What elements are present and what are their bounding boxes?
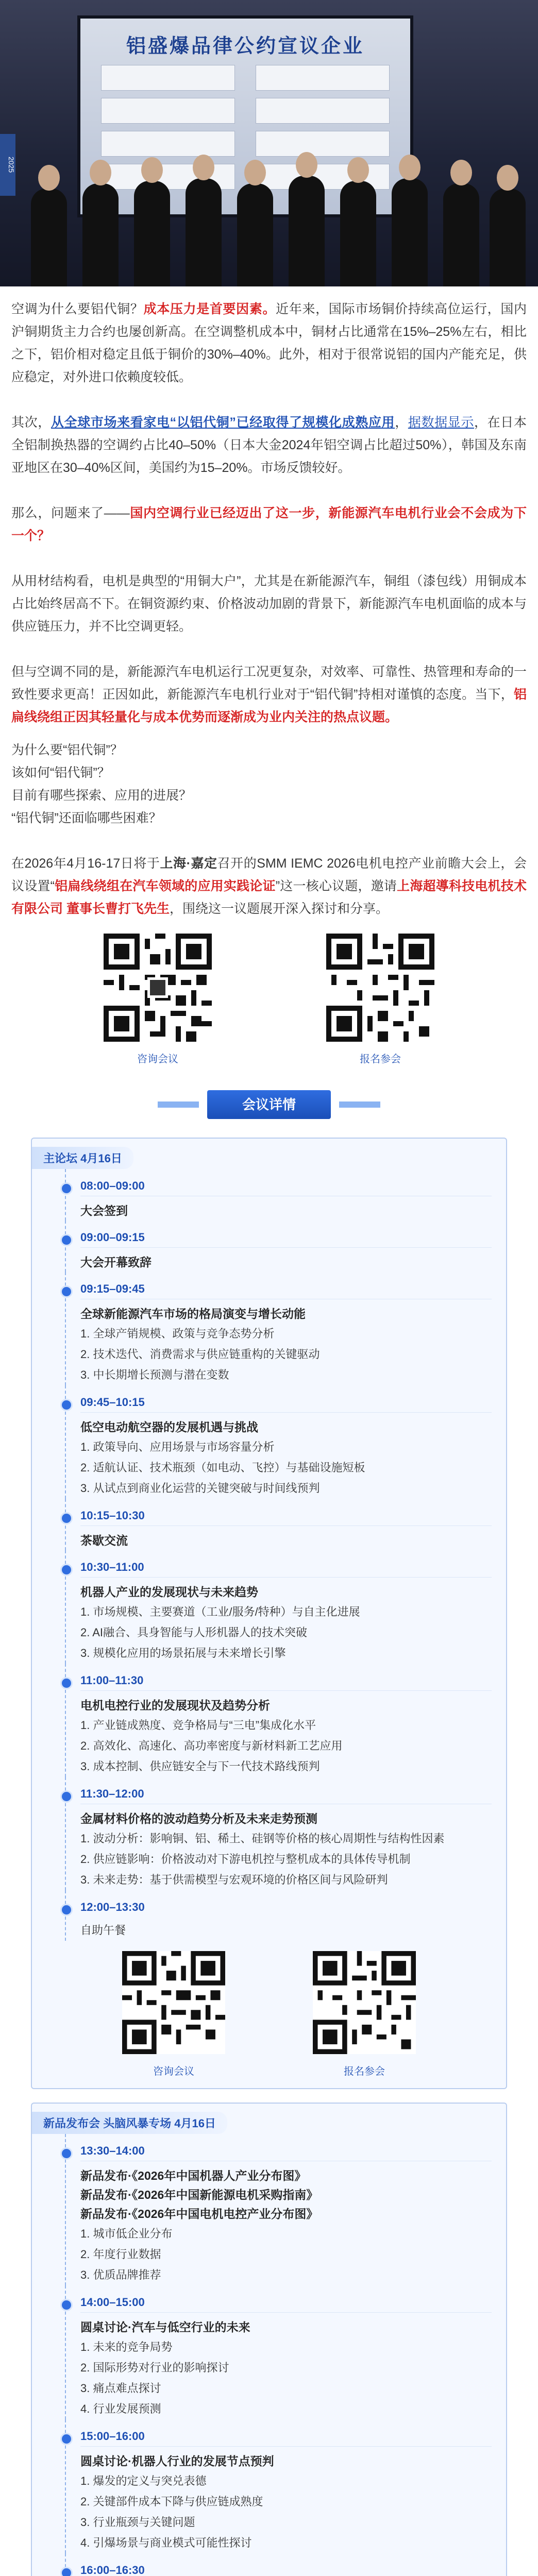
intro-paragraph-6 bbox=[0, 852, 538, 920]
slot-item: 3. 优质品牌推荐 bbox=[80, 2268, 161, 2281]
text-run: ， bbox=[395, 415, 408, 430]
slot-item: 3. 中长期增长预测与潜在变数 bbox=[80, 1368, 229, 1381]
slot-time: 09:15–09:45 bbox=[80, 1272, 492, 1299]
slot-note: 自助午餐 bbox=[80, 1924, 126, 1937]
slot-time: 13:30–14:00 bbox=[80, 2134, 492, 2161]
agenda-slot bbox=[65, 1550, 492, 1664]
question-item: 目前有哪些探索、应用的进展？ bbox=[11, 788, 192, 803]
people-on-stage bbox=[0, 152, 538, 286]
intro-paragraph-1 bbox=[0, 298, 538, 388]
agenda-slot bbox=[65, 1221, 492, 1272]
slot-item: 2. 国际形势对行业的影响探讨 bbox=[80, 2361, 229, 2374]
slot-item: 1. 产业链成熟度、竞争格局与“三电”集成化水平 bbox=[80, 1719, 316, 1732]
question-list bbox=[0, 739, 538, 829]
slot-time: 16:00–16:30 bbox=[80, 2553, 492, 2576]
slot-item: 2. 技术迭代、消费需求与供应链重构的关键驱动 bbox=[80, 1348, 320, 1361]
session-tag: 新品发布会 头脑风暴专场 4月16日 bbox=[32, 2112, 227, 2134]
qr-code-icon bbox=[313, 1951, 416, 2054]
person-figure bbox=[490, 189, 526, 286]
slot-title: 圆桌讨论·汽车与低空行业的未来 bbox=[80, 2312, 492, 2337]
link-text[interactable]: 据数据显示 bbox=[408, 415, 475, 430]
slot-item: 3. 成本控制、供应链安全与下一代技术路线预判 bbox=[80, 1760, 320, 1773]
slot-time: 15:00–16:00 bbox=[80, 2419, 492, 2446]
text-run: ”这一核心议题，邀请 bbox=[275, 879, 397, 893]
slot-title: 新品发布·《2026年中国机器人产业分布图》 bbox=[80, 2161, 492, 2185]
slot-item: 3. 从试点到商业化运营的关键突破与时间线预判 bbox=[80, 1482, 320, 1495]
agenda-slot bbox=[65, 2134, 492, 2285]
qr-code-icon bbox=[122, 1951, 225, 2054]
highlight-text: 从全球市场来看家电“以铝代铜”已经取得了规模化成熟应用 bbox=[51, 415, 395, 430]
side-badge: 2025 bbox=[0, 134, 15, 196]
person-figure bbox=[443, 183, 479, 286]
sub-forum-agenda bbox=[31, 2103, 507, 2576]
slot-item: 1. 未来的竞争局势 bbox=[80, 2341, 173, 2353]
slot-time: 09:00–09:15 bbox=[80, 1221, 492, 1247]
slot-time: 14:00–15:00 bbox=[80, 2285, 492, 2312]
slot-item: 1. 爆发的定义与突兑表德 bbox=[80, 2475, 207, 2487]
person-figure bbox=[289, 176, 325, 286]
slot-item: 2. 适航认证、技术瓶颈（如电动、飞控）与基础设施短板 bbox=[80, 1461, 365, 1474]
logo-box bbox=[256, 98, 390, 124]
agenda-slot bbox=[65, 1385, 492, 1499]
text-run: 在2026年4月16-17日将于 bbox=[11, 856, 160, 871]
slot-title: 大会开幕致辞 bbox=[80, 1247, 492, 1272]
logo-box bbox=[101, 98, 235, 124]
text-run: 近年来，国际市场铜价持续高位运行，国内沪铜期货主力合约也屡创新高。在空调整机成本中，铜材占比通常在15%–25%左右，相比之下，铝价相对稳定且低于铜价的30%–40%。此外，相对于很常说铝的国内产能充足，供应稳定，对外进口依赖度较低。 bbox=[11, 302, 527, 384]
slot-item: 2. AI融合、具身智能与人形机器人的技术突破 bbox=[80, 1626, 308, 1639]
qr-code-row bbox=[0, 934, 538, 1065]
slot-title: 新品发布·《2026年中国新能源电机采购指南》 bbox=[80, 2188, 318, 2201]
signup-qr[interactable] bbox=[313, 1951, 416, 2078]
slot-title: 电机电控行业的发展现状及趋势分析 bbox=[80, 1690, 492, 1715]
agenda-slot bbox=[65, 2553, 492, 2576]
logo-box bbox=[101, 65, 235, 91]
person-figure bbox=[82, 183, 119, 286]
agenda-slot bbox=[65, 2285, 492, 2419]
person-figure bbox=[134, 181, 170, 286]
logo-box bbox=[256, 65, 390, 91]
session-tag: 主论坛 4月16日 bbox=[32, 1147, 133, 1169]
slot-item: 3. 痛点难点探讨 bbox=[80, 2382, 161, 2395]
slot-time: 12:00–13:30 bbox=[80, 1890, 492, 1917]
slot-title: 机器人产业的发展现状与未来趋势 bbox=[80, 1577, 492, 1602]
text-run: ，围绕这一议题展开深入探讨和分享。 bbox=[169, 902, 389, 916]
slot-item: 1. 全球产销规模、政策与竞争态势分析 bbox=[80, 1327, 275, 1340]
slot-item: 2. 供应链影响：价格波动对下游电机控与整机成本的具体传导机制 bbox=[80, 1853, 411, 1866]
qr-label: 报名参会 bbox=[344, 2066, 385, 2077]
text-run: 召开的SMM IEMC 2026电机电控产业前瞻大会上，会议设置“ bbox=[11, 856, 527, 893]
slot-title: 新品发布·《2026年中国电机电控产业分布图》 bbox=[80, 2207, 318, 2221]
slot-item: 3. 行业瓶颈与关键问题 bbox=[80, 2516, 195, 2529]
slot-item: 3. 规模化应用的场景拓展与未来增长引擎 bbox=[80, 1647, 286, 1659]
slot-item: 2. 年度行业数据 bbox=[80, 2248, 161, 2261]
slot-title: 金属材料价格的波动趋势分析及未来走势预测 bbox=[80, 1804, 492, 1828]
slot-item: 3. 未来走势：基于供需模型与宏观环境的价格区间与风险研判 bbox=[80, 1873, 388, 1886]
qr-label: 咨询会议 bbox=[137, 1054, 178, 1065]
intro-paragraph-5 bbox=[0, 660, 538, 728]
slot-time: 11:00–11:30 bbox=[80, 1664, 492, 1690]
slot-time: 09:45–10:15 bbox=[80, 1385, 492, 1412]
slot-title: 全球新能源汽车市场的格局演变与增长动能 bbox=[80, 1299, 492, 1324]
highlight-text: 铝扁线绕组正因其轻量化与成本优势而逐渐成为业内关注的热点议题。 bbox=[11, 687, 527, 724]
text-run: 空调为什么要铝代铜？ bbox=[11, 302, 144, 316]
consult-qr[interactable] bbox=[122, 1951, 225, 2078]
highlight-text: 铝扁线绕组在汽车领域的应用实践论证 bbox=[54, 879, 276, 893]
person-figure bbox=[340, 181, 376, 286]
slot-item: 4. 引爆场景与商业模式可能性探讨 bbox=[80, 2536, 252, 2549]
text-run: 但与空调不同的是，新能源汽车电机运行工况更复杂，对效率、可靠性、热管理和寿命的一致性要求更高！正因如此，新能源汽车电机行业对于“铝代铜”持相对谨慎的态度。当下， bbox=[11, 665, 527, 702]
slot-time: 08:00–09:00 bbox=[80, 1169, 492, 1196]
person-figure bbox=[31, 189, 67, 286]
text-run: 那么，问题来了—— bbox=[11, 506, 130, 520]
intro-paragraph-2 bbox=[0, 411, 538, 479]
slot-title: 茶歇交流 bbox=[80, 1526, 492, 1550]
qr-code-icon bbox=[326, 934, 434, 1042]
slot-item: 1. 政策导向、应用场景与市场容量分析 bbox=[80, 1440, 275, 1453]
intro-paragraph-3 bbox=[0, 502, 538, 547]
text-run: ，在日本全铝制换热器的空调约占比40–50%（日本大金2024年铝空调占比超过50%），韩国及东南亚地区在30–40%区间，美国约为15–20%。市场反馈较好。 bbox=[11, 415, 527, 475]
highlight-text: 上海·嘉定 bbox=[160, 856, 217, 871]
agenda-slot bbox=[65, 1169, 492, 1221]
qr-code-row bbox=[32, 1951, 506, 2078]
slot-item: 2. 高效化、高速化、高功率密度与新材料新工艺应用 bbox=[80, 1739, 343, 1752]
person-figure bbox=[186, 178, 222, 286]
person-figure bbox=[392, 178, 428, 286]
slot-item: 4. 行业发展预测 bbox=[80, 2402, 161, 2415]
highlight-text: 国内空调行业已经迈出了这一步，新能源汽车电机行业会不会成为下一个？ bbox=[11, 506, 527, 543]
slot-item: 1. 波动分析：影响铜、铝、稀土、硅钢等价格的核心周期性与结构性因素 bbox=[80, 1832, 445, 1845]
person-figure bbox=[237, 183, 273, 286]
slot-title: 圆桌讨论·机器人行业的发展节点预判 bbox=[80, 2446, 492, 2471]
agenda-slot bbox=[65, 1499, 492, 1550]
qr-code-icon bbox=[104, 934, 212, 1042]
banner-decoration bbox=[339, 1101, 380, 1108]
agenda-slot bbox=[65, 2419, 492, 2553]
banner-decoration bbox=[158, 1101, 199, 1108]
slot-title: 大会签到 bbox=[80, 1196, 492, 1221]
qr-label: 报名参会 bbox=[360, 1054, 401, 1065]
stage-banner-title: 铝盛爆品律公约宣议企业 bbox=[126, 35, 364, 57]
highlight-text: 成本压力是首要因素。 bbox=[143, 302, 276, 316]
slot-time: 11:30–12:00 bbox=[80, 1777, 492, 1804]
signup-qr[interactable] bbox=[326, 934, 434, 1065]
slot-title: 低空电动航空器的发展机遇与挑战 bbox=[80, 1412, 492, 1437]
agenda-slot bbox=[65, 1664, 492, 1777]
slot-time: 10:15–10:30 bbox=[80, 1499, 492, 1526]
slot-time: 10:30–11:00 bbox=[80, 1550, 492, 1577]
text-run: 其次， bbox=[11, 415, 51, 430]
consult-qr[interactable] bbox=[104, 934, 212, 1065]
banner-label: 会议详情 bbox=[242, 1097, 296, 1112]
agenda-slot bbox=[65, 1272, 492, 1385]
highlight-text: 上海超導科技电机技术有限公司 董事长曹打飞先生 bbox=[11, 879, 527, 916]
slot-item: 1. 市场规模、主要赛道（工业/服务/特种）与自主化进展 bbox=[80, 1605, 360, 1618]
agenda-slot bbox=[65, 1777, 492, 1890]
slot-item: 2. 关键部件成本下降与供应链成熟度 bbox=[80, 2495, 263, 2508]
main-forum-agenda bbox=[31, 1138, 507, 2089]
question-item: 该如何“铝代铜”？ bbox=[11, 766, 110, 780]
question-item: “铝代铜”还面临哪些困难？ bbox=[11, 811, 162, 825]
hero-photo bbox=[0, 0, 538, 286]
intro-paragraph-4: 从用材结构看，电机是典型的“用铜大户”，尤其是在新能源汽车，铜组（漆包线）用铜成本占比始终居高不下。在铜资源约束、价格波动加剧的背景下，新能源汽车电机面临的成本与供应链压力，并不比空调更轻。 bbox=[11, 574, 527, 634]
qr-label: 咨询会议 bbox=[153, 2066, 194, 2077]
question-item: 为什么要“铝代铜”？ bbox=[11, 743, 123, 757]
meeting-details-banner bbox=[207, 1090, 331, 1119]
agenda-slot bbox=[65, 1890, 492, 1941]
slot-item: 1. 城市低企业分布 bbox=[80, 2227, 173, 2240]
